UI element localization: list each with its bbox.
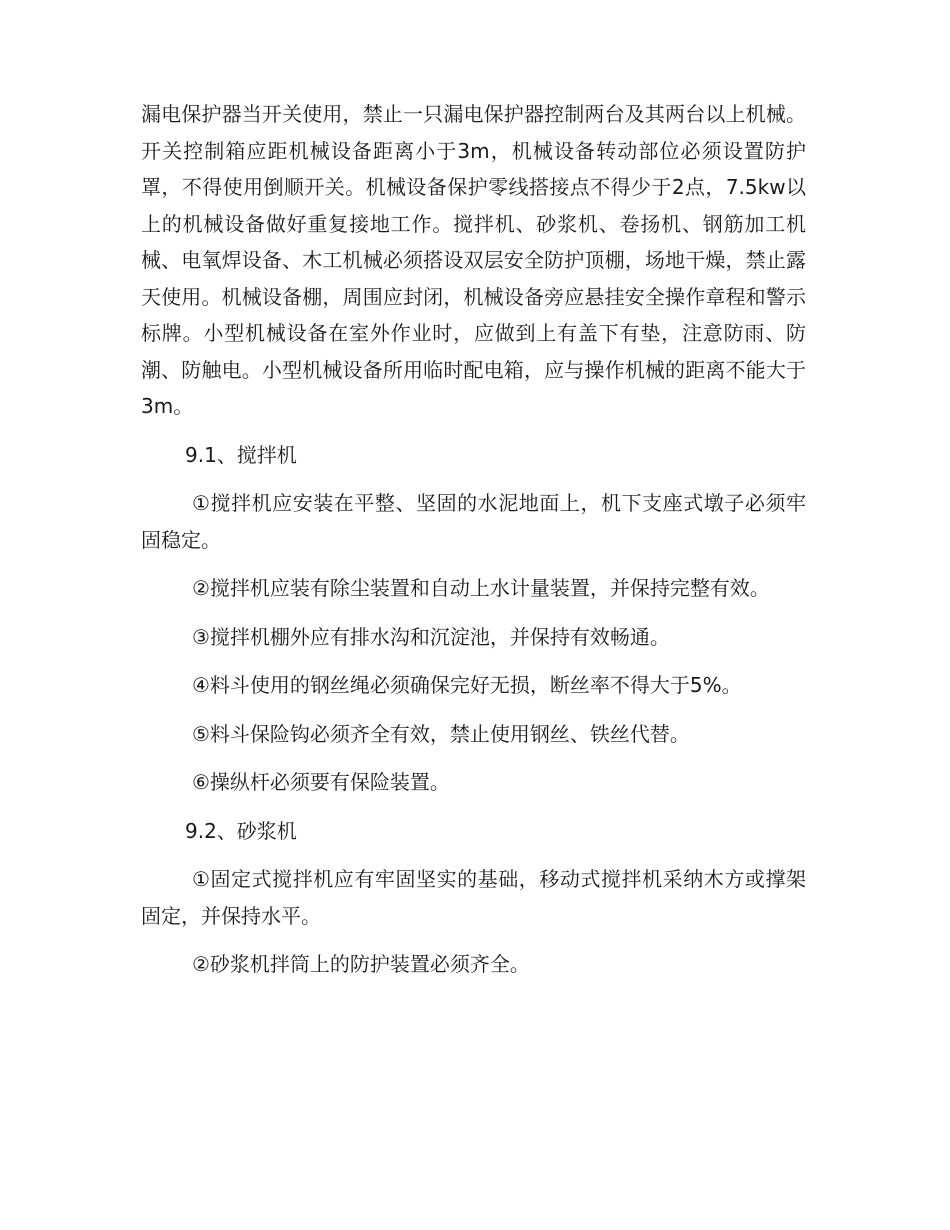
list-item: ②砂浆机拌筒上的防护装置必须齐全。 [192, 952, 530, 976]
list-item: ⑤料斗保险钩必须齐全有效，禁止使用钢丝、铁丝代替。 [192, 721, 690, 746]
document-body [141, 96, 806, 995]
section-heading-mixer: 9.1、搅拌机 [185, 442, 297, 467]
list-item: ①搅拌机应安装在平整、坚固的水泥地面上，机下支座式墩子必须牢固稳定。 [141, 491, 806, 552]
section-heading-mortar-machine: 9.2、砂浆机 [185, 818, 297, 843]
intro-paragraph: 漏电保护器当开关使用，禁止一只漏电保护器控制两台及其两台以上机械。开关控制箱应距机械设备距离小于3m，机械设备转动部位必须设置防护罩，不得使用倒顺开关。机械设备保护零线搭接点不得少于2点，7.5kw以上的机械设备做好重复接地工作。搅拌机、砂浆机、卷扬机、钢筋加工机械、电氧焊设备、木工机械必须搭设双层安全防护顶棚，场地干燥，禁止露天使用。机械设备棚，周围应封闭，机械设备旁应悬挂安全操作章程和警示标牌。小型机械设备在室外作业时，应做到上有盖下有垫，注意防雨、防潮、防触电。小型机械设备所用临时配电箱，应与操作机械的距离不能大于3m。 [141, 102, 806, 418]
list-item: ③搅拌机棚外应有排水沟和沉淀池，并保持有效畅通。 [192, 624, 670, 649]
list-item: ④料斗使用的钢丝绳必须确保完好无损，断丝率不得大于5%。 [192, 673, 742, 697]
list-item: ②搅拌机应装有除尘装置和自动上水计量装置，并保持完整有效。 [192, 576, 770, 600]
list-item: ⑥操纵杆必须要有保险装置。 [192, 770, 450, 794]
list-item: ①固定式搅拌机应有牢固坚实的基础，移动式搅拌机采纳木方或撑架固定，并保持水平。 [141, 867, 806, 928]
